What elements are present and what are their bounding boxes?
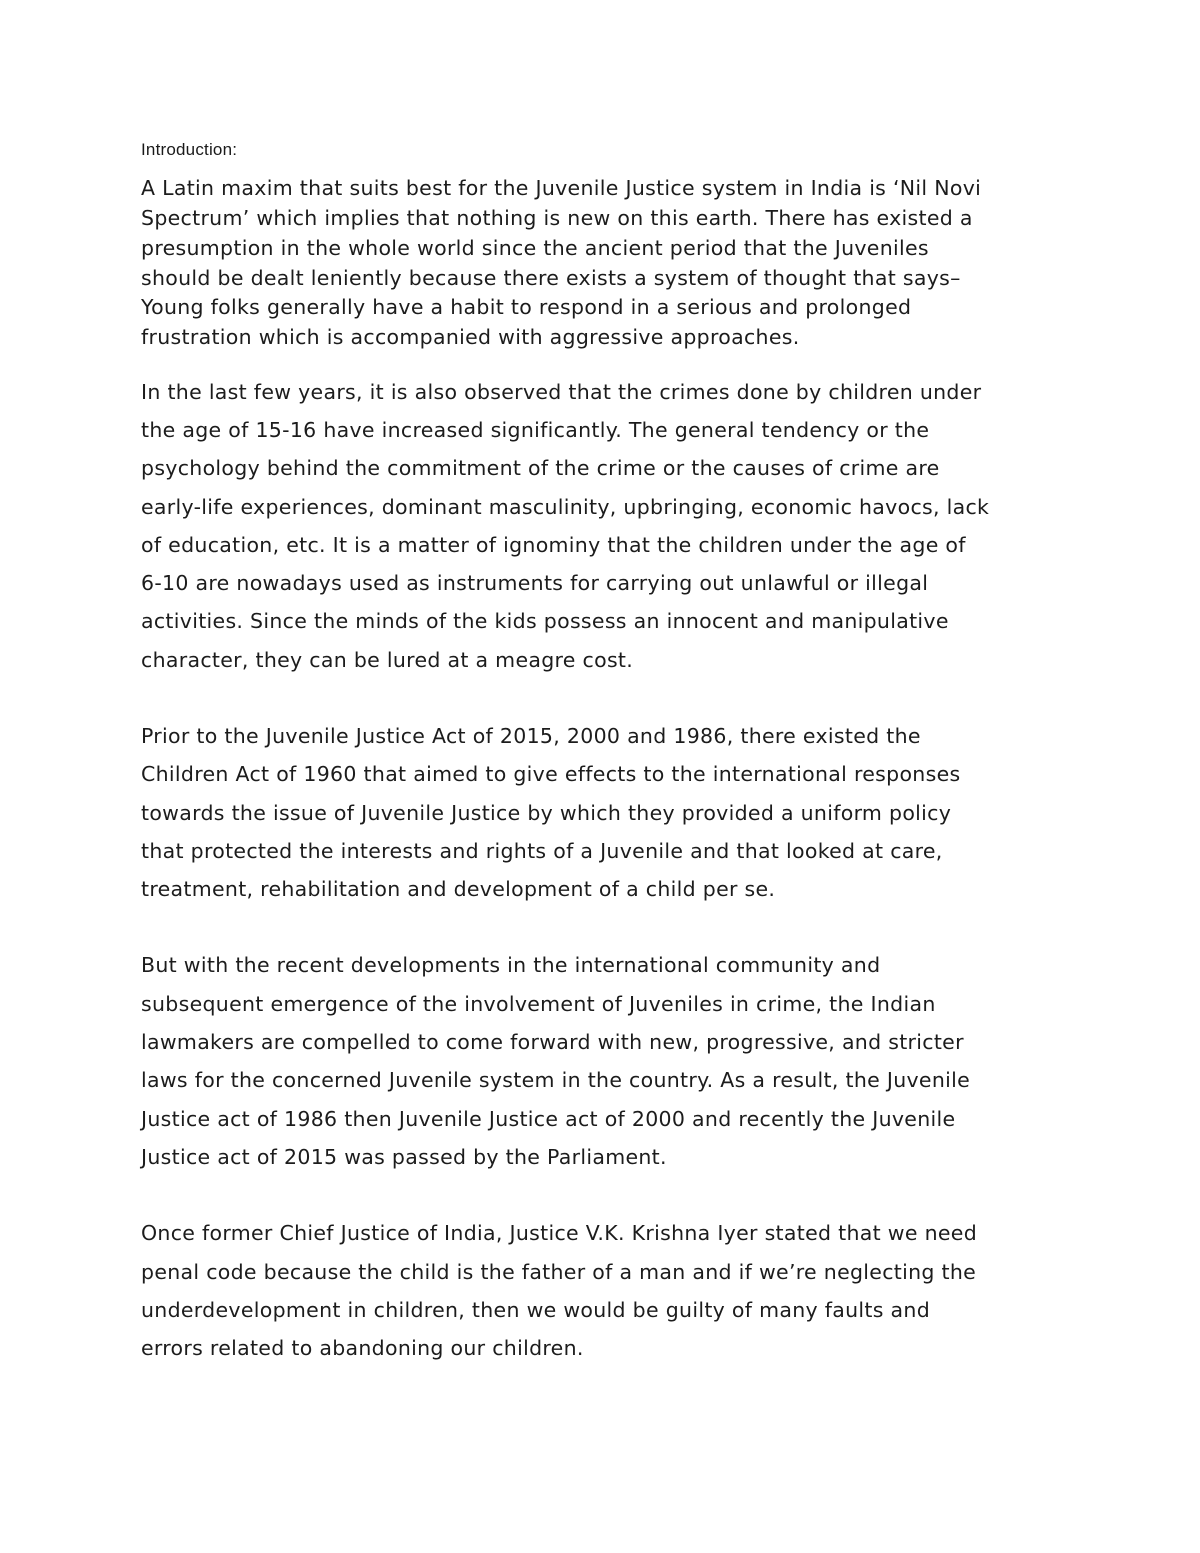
paragraph-line: penal code because the child is the father of a man and if we’re neglecting the — [141, 1259, 977, 1284]
paragraph-line: towards the issue of Juvenile Justice by which they provided a uniform policy — [141, 800, 952, 825]
paragraph-line: In the last few years, it is also observed that the crimes done by children under — [141, 379, 982, 404]
paragraph-line: presumption in the whole world since the ancient period that the Juveniles — [141, 235, 929, 260]
document-page — [141, 140, 1071, 1367]
paragraph-2 — [141, 373, 1071, 679]
paragraph-4 — [141, 946, 1071, 1176]
paragraph-line: the age of 15-16 have increased significantly. The general tendency or the — [141, 417, 930, 442]
paragraph-line: psychology behind the commitment of the crime or the causes of crime are — [141, 456, 940, 481]
paragraph-line: lawmakers are compelled to come forward with new, progressive, and stricter — [141, 1030, 964, 1055]
paragraph-3 — [141, 717, 1071, 908]
paragraph-line: 6-10 are nowadays used as instruments for carrying out unlawful or illegal — [141, 571, 929, 596]
paragraph-line: that protected the interests and rights of a Juvenile and that looked at care, — [141, 838, 943, 863]
paragraph-line: Justice act of 2015 was passed by the Parliament. — [141, 1144, 667, 1169]
paragraph-line: Spectrum’ which implies that nothing is new on this earth. There has existed a — [141, 206, 973, 231]
paragraph-line: subsequent emergence of the involvement of Juveniles in crime, the Indian — [141, 991, 936, 1016]
paragraph-line: underdevelopment in children, then we would be guilty of many faults and — [141, 1297, 931, 1322]
paragraph-line: frustration which is accompanied with aggressive approaches. — [141, 324, 800, 349]
paragraph-line: Young folks generally have a habit to respond in a serious and prolonged — [141, 295, 912, 320]
paragraph-5 — [141, 1214, 1071, 1367]
paragraph-line: errors related to abandoning our children. — [141, 1336, 584, 1361]
paragraph-line: Justice act of 1986 then Juvenile Justice act of 2000 and recently the Juvenile — [141, 1106, 956, 1131]
section-heading: Introduction: — [141, 140, 238, 159]
paragraph-line: should be dealt leniently because there exists a system of thought that says– — [141, 265, 961, 290]
paragraph-line: activities. Since the minds of the kids possess an innocent and manipulative — [141, 609, 949, 634]
paragraph-line: Children Act of 1960 that aimed to give effects to the international responses — [141, 762, 961, 787]
paragraph-line: treatment, rehabilitation and development of a child per se. — [141, 877, 776, 902]
paragraph-line: of education, etc. It is a matter of ignominy that the children under the age of — [141, 532, 966, 557]
paragraph-line: character, they can be lured at a meagre cost. — [141, 647, 634, 672]
paragraph-line: But with the recent developments in the international community and — [141, 953, 881, 978]
paragraph-line: Once former Chief Justice of India, Justice V.K. Krishna Iyer stated that we need — [141, 1221, 978, 1246]
paragraph-line: early-life experiences, dominant masculinity, upbringing, economic havocs, lack — [141, 494, 990, 519]
paragraph-line: A Latin maxim that suits best for the Juvenile Justice system in India is ‘Nil Novi — [141, 176, 982, 201]
paragraph-1 — [141, 174, 1071, 352]
paragraph-line: Prior to the Juvenile Justice Act of 2015, 2000 and 1986, there existed the — [141, 723, 921, 748]
paragraph-line: laws for the concerned Juvenile system in the country. As a result, the Juvenile — [141, 1068, 971, 1093]
